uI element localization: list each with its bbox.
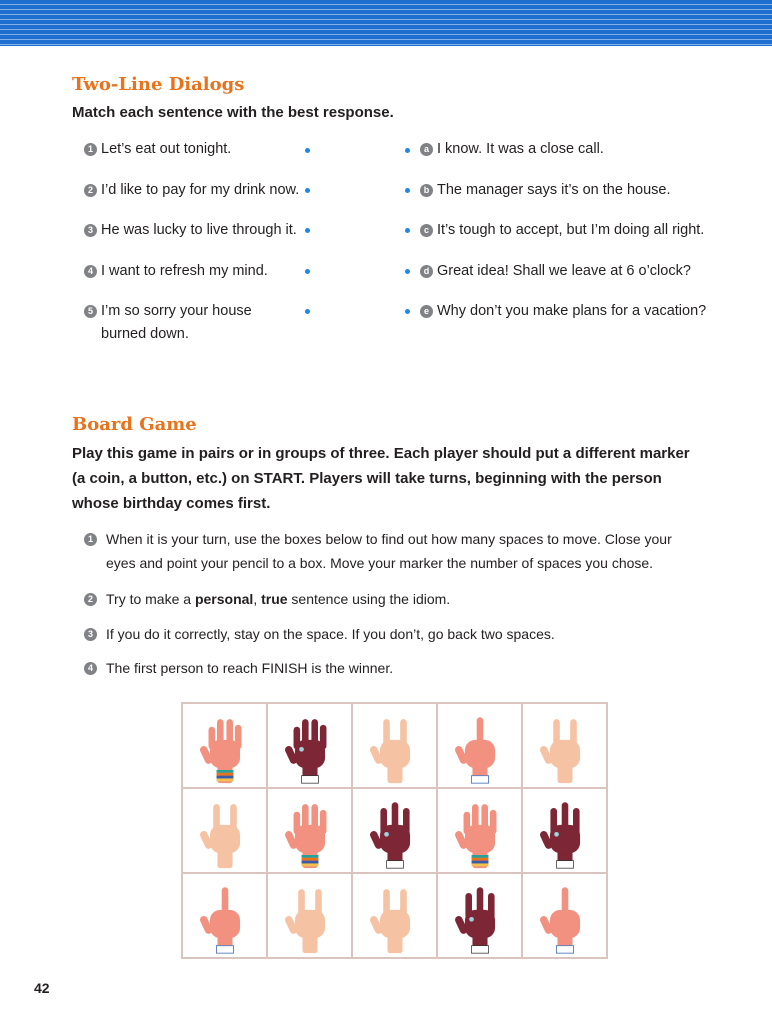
shirt-cuff [301,775,318,783]
hand-finger [391,802,398,834]
hand-finger [217,719,224,749]
header-stripe [0,44,772,45]
bracelet-stripe [471,863,488,866]
header-stripe [0,9,772,10]
response-text: Great idea! Shall we leave at 6 o’clock? [437,263,691,279]
board-cell[interactable] [437,703,522,788]
hand-finger [481,804,488,834]
board-cell[interactable] [437,873,522,958]
step-1 [84,527,694,575]
response-text: Why don’t you make plans for a vacation? [437,303,707,319]
match-dot-left-5[interactable] [305,309,310,314]
board-cell[interactable] [437,788,522,873]
page-number: 42 [34,980,50,996]
match-dot-left-1[interactable] [305,148,310,153]
bracelet-stripe [301,857,318,860]
step-text-part: Try to make a [106,591,195,607]
hand-1-fingers-icon [190,876,260,956]
header-stripe [0,39,772,40]
hand-finger [234,724,241,748]
board-cell[interactable] [182,873,267,958]
number-badge: 3 [84,224,97,237]
question-text: I want to refresh my mind. [101,263,268,279]
step-3 [84,622,694,646]
number-badge: 4 [84,265,97,278]
hand-finger [226,719,233,749]
hand-finger [476,887,483,919]
response-text: The manager says it’s on the house. [437,182,671,198]
response-text: I know. It was a close call. [437,141,604,157]
hand-4-fingers-icon [445,791,515,871]
hand-2-fingers-icon [360,706,430,786]
step-text: If you do it correctly, stay on the space. If you don’t, go back two spaces. [106,626,555,642]
hand-finger [213,804,220,834]
hand-finger [463,811,470,834]
hand-2-fingers-icon [190,791,260,871]
section-title-board-game: Board Game [72,414,197,435]
shirt-cuff [386,860,403,868]
hand-finger [383,719,390,749]
shirt-cuff [556,945,573,953]
bracelet-stripe [471,857,488,860]
step-text-part: sentence using the idiom. [287,591,451,607]
match-dot-right-b[interactable] [405,188,410,193]
header-stripe [0,19,772,20]
shirt-cuff [471,775,488,783]
hand-finger [293,726,300,749]
hand-2-fingers-icon [360,876,430,956]
step-text [106,587,694,611]
section-title-two-line-dialogs: Two-Line Dialogs [72,74,245,95]
hand-finger [570,719,577,749]
hand-finger [400,719,407,749]
header-stripe [0,14,772,15]
match-dot-left-4[interactable] [305,269,310,274]
hand-finger [315,889,322,919]
match-dot-right-a[interactable] [405,148,410,153]
hand-finger [465,892,472,918]
hand-finger [476,717,483,749]
board-cell[interactable] [522,788,607,873]
letter-badge: c [420,224,433,237]
hand-finger [472,804,479,834]
bracelet-stripe [301,855,318,858]
header-bar [0,0,772,46]
hand-finger [293,811,300,834]
match-dot-right-e[interactable] [405,309,410,314]
hand-3-fingers-icon [360,791,430,871]
board-cell[interactable] [267,703,352,788]
hand-finger [561,802,568,834]
bracelet-stripe [216,772,233,775]
step-text: The first person to reach FINISH is the winner. [106,660,394,676]
header-stripe [0,34,772,35]
board-cell[interactable] [352,703,437,788]
question-text: I’m so sorry your house burned down. [101,303,252,342]
hand-finger [489,809,496,833]
hand-finger [311,804,318,834]
ring-detail [554,831,559,836]
hand-3-fingers-icon [530,791,600,871]
ring-detail [469,916,474,921]
response-text: It’s tough to accept, but I’m doing all right. [437,222,705,238]
header-stripe [0,24,772,25]
hand-1-fingers-icon [445,706,515,786]
hand-2-fingers-icon [275,876,345,956]
step-4 [84,656,694,680]
hand-finger [319,724,326,748]
match-dot-right-d[interactable] [405,269,410,274]
bracelet-stripe [301,860,318,863]
hand-4-fingers-icon [275,791,345,871]
board-cell[interactable] [182,703,267,788]
hand-finger [553,719,560,749]
step-2 [84,587,694,611]
emphasis-personal: personal [194,591,254,607]
section-instruction: Match each sentence with the best response. [72,104,394,121]
question-text: Let’s eat out tonight. [101,141,232,157]
hand-2-fingers-icon [530,706,600,786]
bracelet-stripe [216,770,233,773]
hand-4-fingers-icon [190,706,260,786]
board-cell[interactable] [267,873,352,958]
hand-1-fingers-icon [530,876,600,956]
letter-badge: b [420,184,433,197]
hand-finger [230,804,237,834]
bracelet-stripe [216,775,233,778]
hand-finger [561,887,568,919]
number-badge: 3 [84,628,97,641]
letter-badge: e [420,305,433,318]
hand-finger [311,719,318,749]
hand-finger [400,889,407,919]
match-dot-left-3[interactable] [305,228,310,233]
bracelet-stripe [216,778,233,781]
letter-badge: a [420,143,433,156]
emphasis-true: true [261,591,288,607]
hand-4-fingers-icon [275,706,345,786]
number-badge: 1 [84,533,97,546]
hand-3-fingers-icon [445,876,515,956]
hand-finger [380,807,387,833]
step-text: When it is your turn, use the boxes below to find out how many spaces to move. Close your eyes and point your pencil to a box. Move your marker the number of spaces you chose. [106,531,672,571]
hand-finger [208,726,215,749]
section-instruction: Play this game in pairs or in groups of three. Each player should put a different marker (a coin, a button, etc.) on START. Players will take turns, beginning with the person whose birthday comes first. [72,445,690,512]
bracelet-stripe [471,860,488,863]
number-badge: 1 [84,143,97,156]
hand-finger [573,807,580,833]
ring-detail [384,831,389,836]
number-badge: 2 [84,184,97,197]
hand-finger [298,889,305,919]
bracelet-stripe [471,855,488,858]
number-badge: 4 [84,662,97,675]
header-stripe [0,29,772,30]
number-badge: 5 [84,305,97,318]
match-dot-right-c[interactable] [405,228,410,233]
header-stripe [0,4,772,5]
shirt-cuff [556,860,573,868]
board-cell[interactable] [352,788,437,873]
board-cell[interactable] [522,703,607,788]
step-text-part: , [253,591,262,607]
hand-finger [221,887,228,919]
question-text: He was lucky to live through it. [101,222,297,238]
board-cell[interactable] [267,788,352,873]
hand-finger [488,892,495,918]
letter-badge: d [420,265,433,278]
board-cell[interactable] [522,873,607,958]
board-cell[interactable] [352,873,437,958]
hand-finger [550,807,557,833]
hand-finger [302,804,309,834]
shirt-cuff [216,945,233,953]
ring-detail [299,746,304,751]
bracelet-stripe [301,863,318,866]
board-cell[interactable] [182,788,267,873]
hand-finger [319,809,326,833]
number-badge: 2 [84,593,97,606]
question-text: I’d like to pay for my drink now. [101,182,300,198]
hand-finger [302,719,309,749]
shirt-cuff [471,945,488,953]
hand-finger [403,807,410,833]
hand-finger [383,889,390,919]
match-dot-left-2[interactable] [305,188,310,193]
hand-grid [181,702,608,959]
